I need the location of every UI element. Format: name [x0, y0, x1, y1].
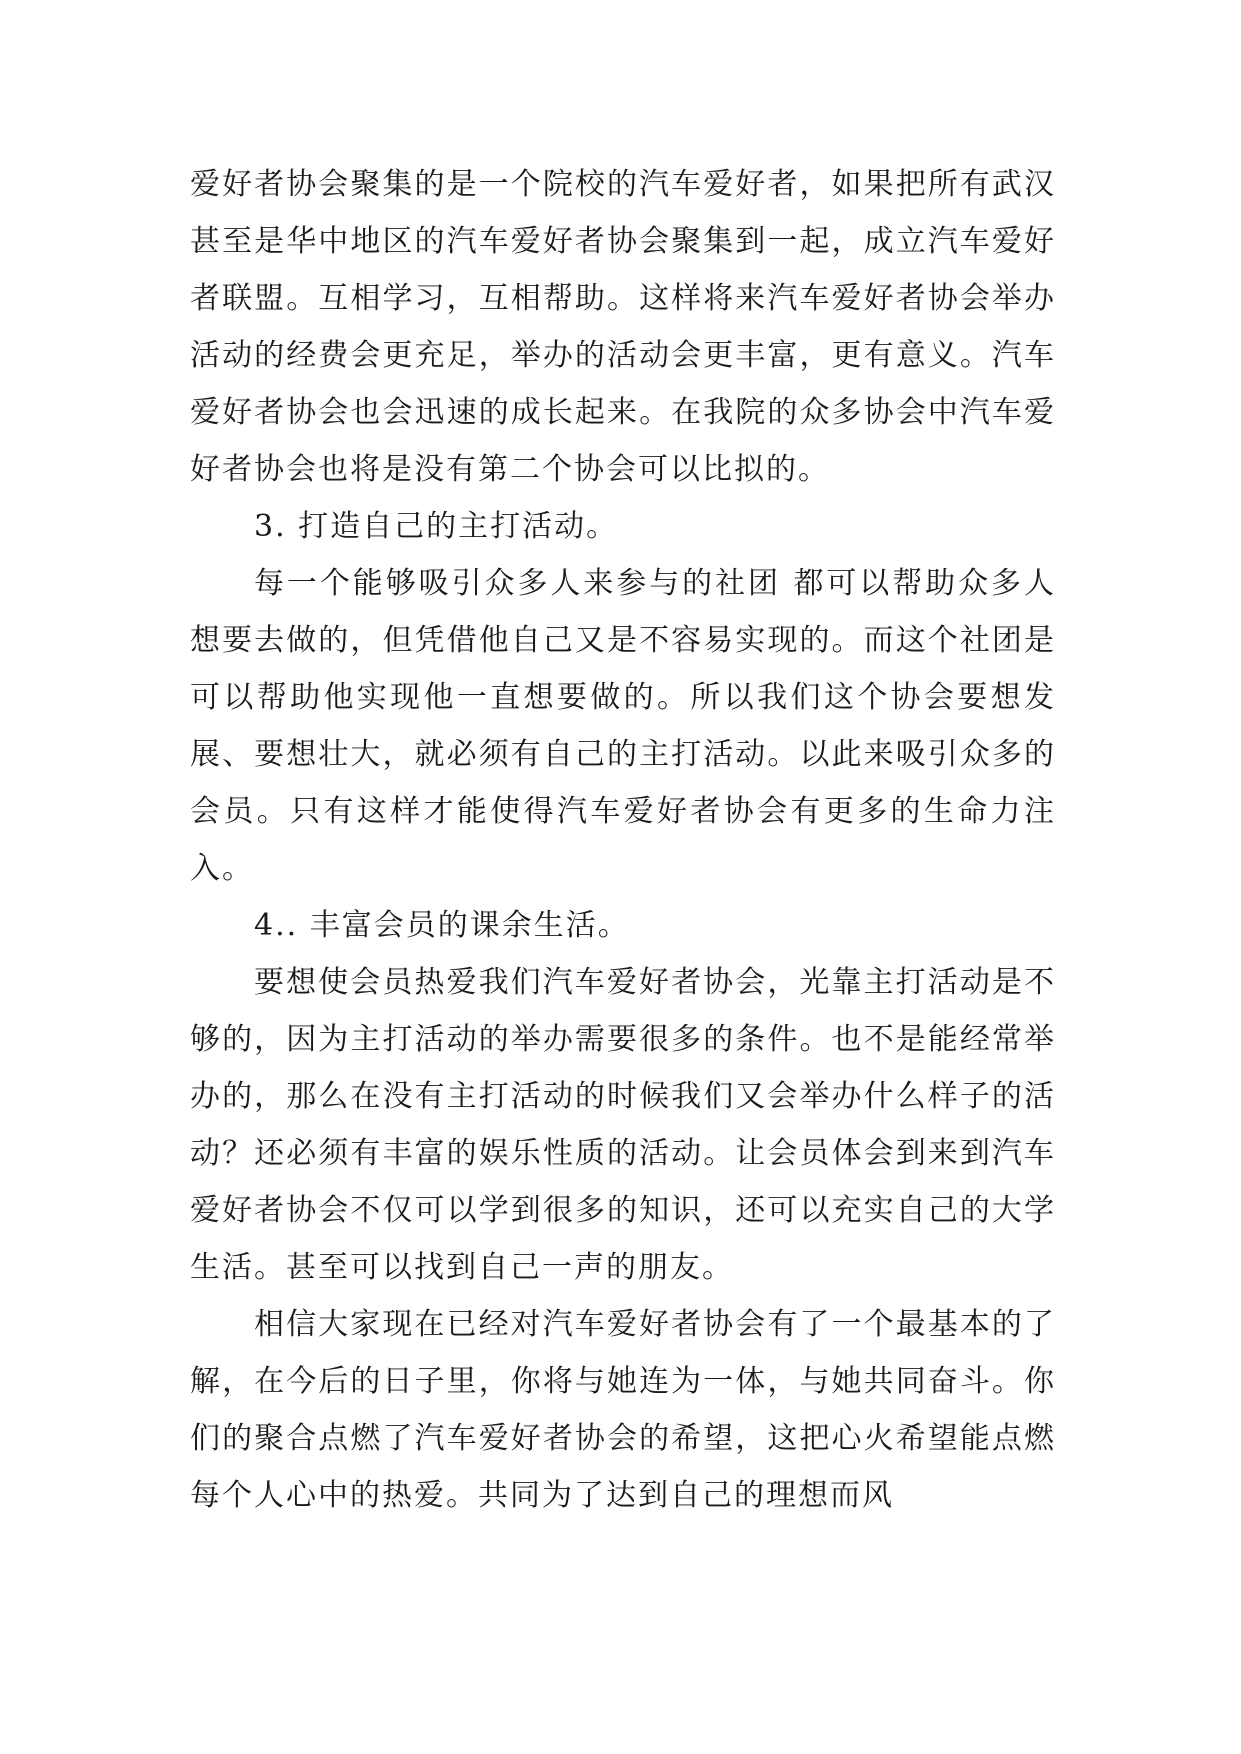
paragraph-continuation: 爱好者协会聚集的是一个院校的汽车爱好者，如果把所有武汉甚至是华中地区的汽车爱好者协会聚集到一起，成立汽车爱好者联盟。互相学习，互相帮助。这样将来汽车爱好者协会举办活动的经费会更充足，举办的活动会更丰富，更有意义。汽车爱好者协会也会迅速的成长起来。在我院的众多协会中汽车爱好者协会也将是没有第二个协会可以比拟的。: [190, 167, 1056, 487]
paragraph-main-activity: 每一个能够吸引众多人来参与的社团 都可以帮助众多人想要去做的，但凭借他自己又是不容易实现的。而这个社团是可以帮助他实现他一直想要做的。所以我们这个协会要想发展、要想壮大，就必须有自己的主打活动。以此来吸引众多的会员。只有这样才能使得汽车爱好者协会有更多的生命力注入。: [190, 566, 1056, 886]
section-heading-3: 3. 打造自己的主打活动。: [254, 509, 619, 544]
paragraph-member-life: 要想使会员热爱我们汽车爱好者协会，光靠主打活动是不够的，因为主打活动的举办需要很多的条件。也不是能经常举办的，那么在没有主打活动的时候我们又会举办什么样子的活动？还必须有丰富的娱乐性质的活动。让会员体会到来到汽车爱好者协会不仅可以学到很多的知识，还可以充实自己的大学生活。甚至可以找到自己一声的朋友。: [190, 965, 1056, 1285]
section-heading-4: 4.. 丰富会员的课余生活。: [254, 908, 630, 943]
paragraph-closing: 相信大家现在已经对汽车爱好者协会有了一个最基本的了解，在今后的日子里，你将与她连为一体，与她共同奋斗。你们的聚合点燃了汽车爱好者协会的希望，这把心火希望能点燃每个人心中的热爱。共同为了达到自己的理想而风: [190, 1307, 1056, 1513]
document-body: [190, 156, 1056, 1524]
